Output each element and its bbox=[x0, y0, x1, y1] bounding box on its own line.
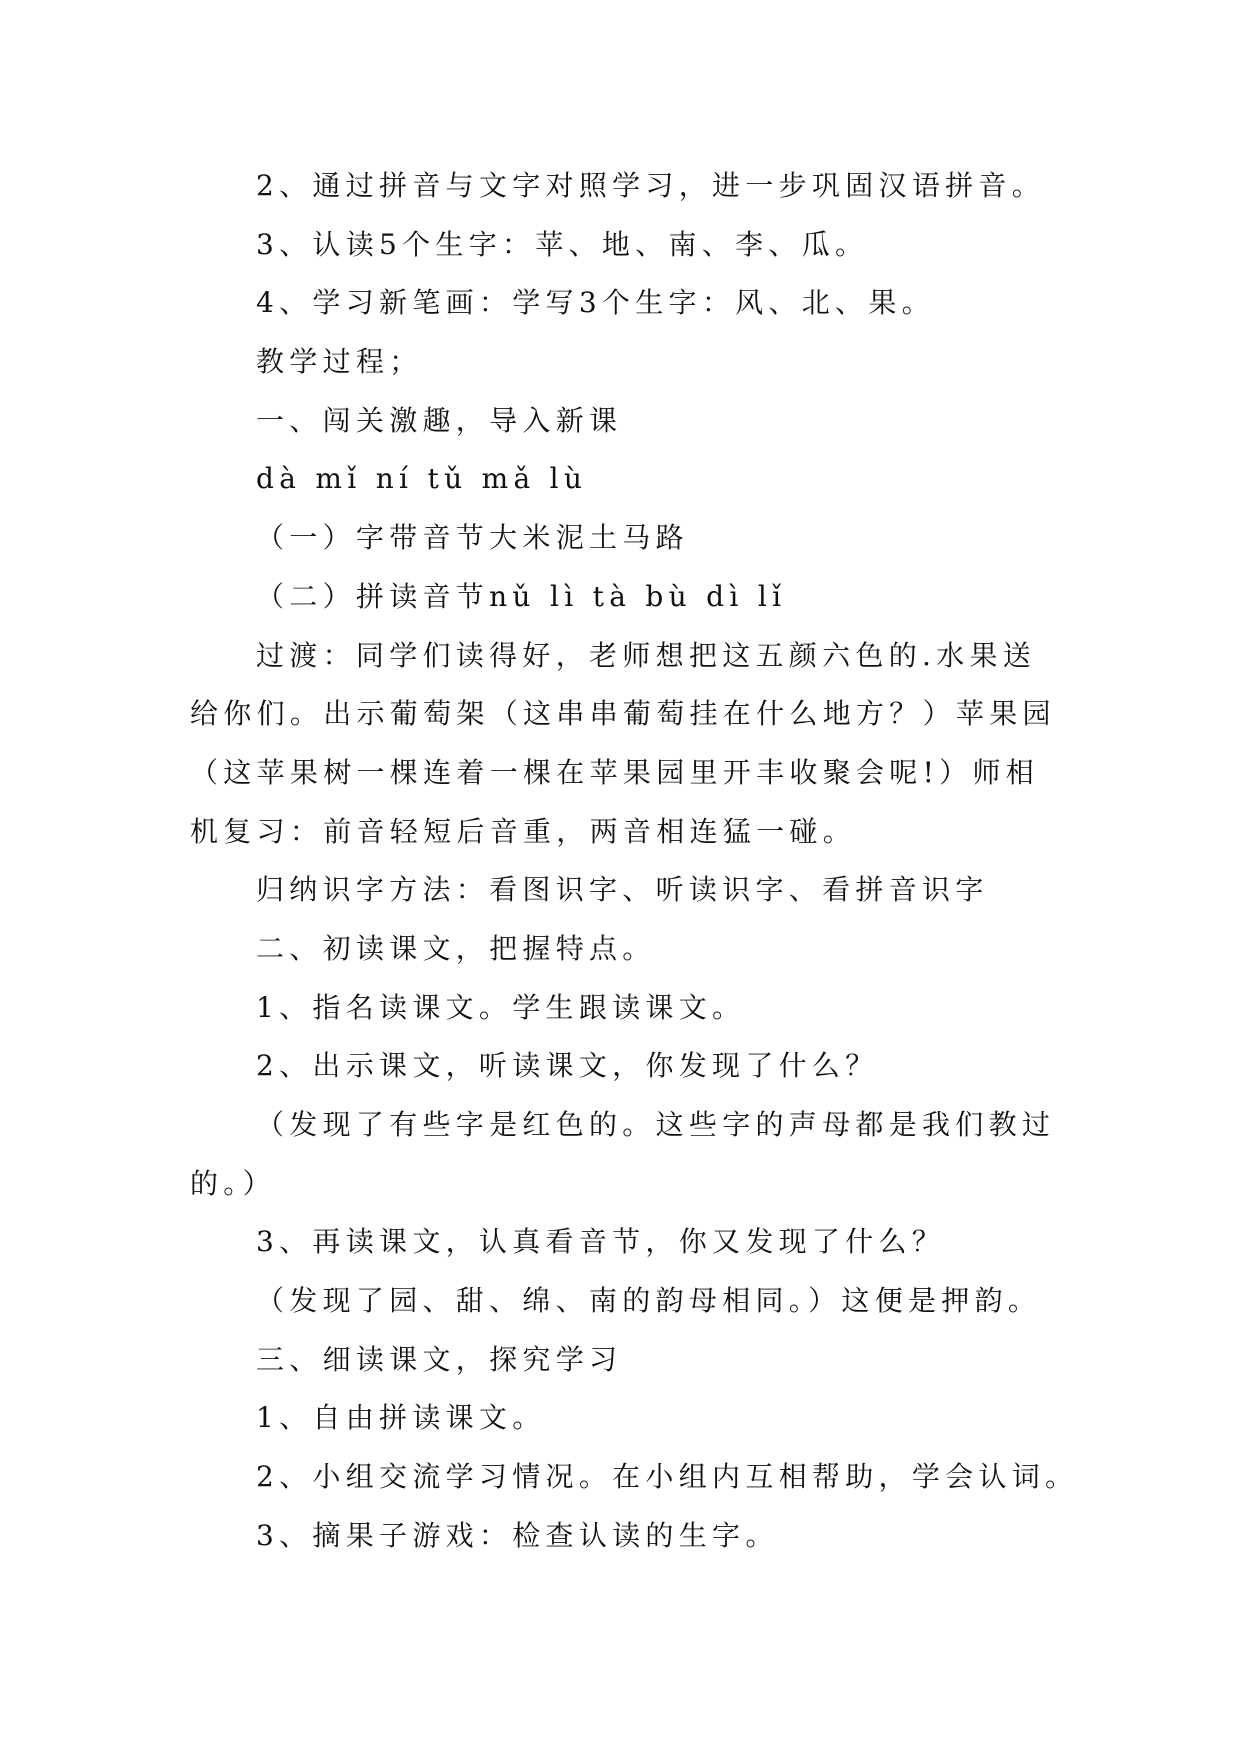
section-2-heading: 二、初读课文，把握特点。 bbox=[256, 931, 656, 965]
section-3-step-1: 1、自由拼读课文。 bbox=[256, 1401, 546, 1435]
objective-4: 4、学习新笔画：学写3个生字：风、北、果。 bbox=[256, 286, 935, 320]
section-3-step-3: 3、摘果子游戏：检查认读的生字。 bbox=[256, 1518, 779, 1552]
subsection-2: （二）拼读音节nǔ lì tà bù dì lǐ bbox=[256, 579, 787, 613]
transition-line-2: 给你们。出示葡萄架（这串串葡萄挂在什么地方？）苹果园 bbox=[190, 697, 1056, 731]
objective-2: 2、通过拼音与文字对照学习，进一步巩固汉语拼音。 bbox=[256, 169, 1046, 202]
section-1-heading: 一、闯关激趣，导入新课 bbox=[256, 403, 623, 437]
transition-line-3: （这苹果树一棵连着一棵在苹果园里开丰收聚会呢!）师相 bbox=[190, 755, 1040, 789]
section-3-step-2: 2、小组交流学习情况。在小组内互相帮助，学会认词。 bbox=[256, 1460, 1079, 1494]
section-3-heading: 三、细读课文，探究学习 bbox=[256, 1342, 623, 1376]
subsection-1: （一）字带音节大米泥土马路 bbox=[256, 521, 689, 555]
objective-3: 3、认读5个生字：苹、地、南、李、瓜。 bbox=[256, 227, 869, 261]
section-2-step-2: 2、出示课文，听读课文，你发现了什么？ bbox=[256, 1049, 879, 1083]
transition-line-4: 机复习：前音轻短后音重，两音相连猛一碰。 bbox=[190, 814, 857, 848]
finding-2-line: （发现了园、甜、绵、南的韵母相同。）这便是押韵。 bbox=[256, 1284, 1042, 1318]
literacy-method-line: 归纳识字方法：看图识字、听读识字、看拼音识字 bbox=[256, 873, 989, 907]
finding-1-line-2: 的。） bbox=[190, 1166, 276, 1200]
teaching-process-heading: 教学过程； bbox=[256, 345, 423, 379]
transition-line-1: 过渡：同学们读得好，老师想把这五颜六色的.水果送 bbox=[256, 638, 1037, 672]
section-2-step-1: 1、指名读课文。学生跟读课文。 bbox=[256, 990, 746, 1024]
finding-1-line-1: （发现了有些字是红色的。这些字的声母都是我们教过 bbox=[256, 1108, 1056, 1141]
section-2-step-3: 3、再读课文，认真看音节，你又发现了什么？ bbox=[256, 1225, 946, 1259]
document-body bbox=[190, 157, 1190, 1566]
pinyin-line: dà mǐ ní tǔ mǎ lù bbox=[256, 462, 588, 496]
